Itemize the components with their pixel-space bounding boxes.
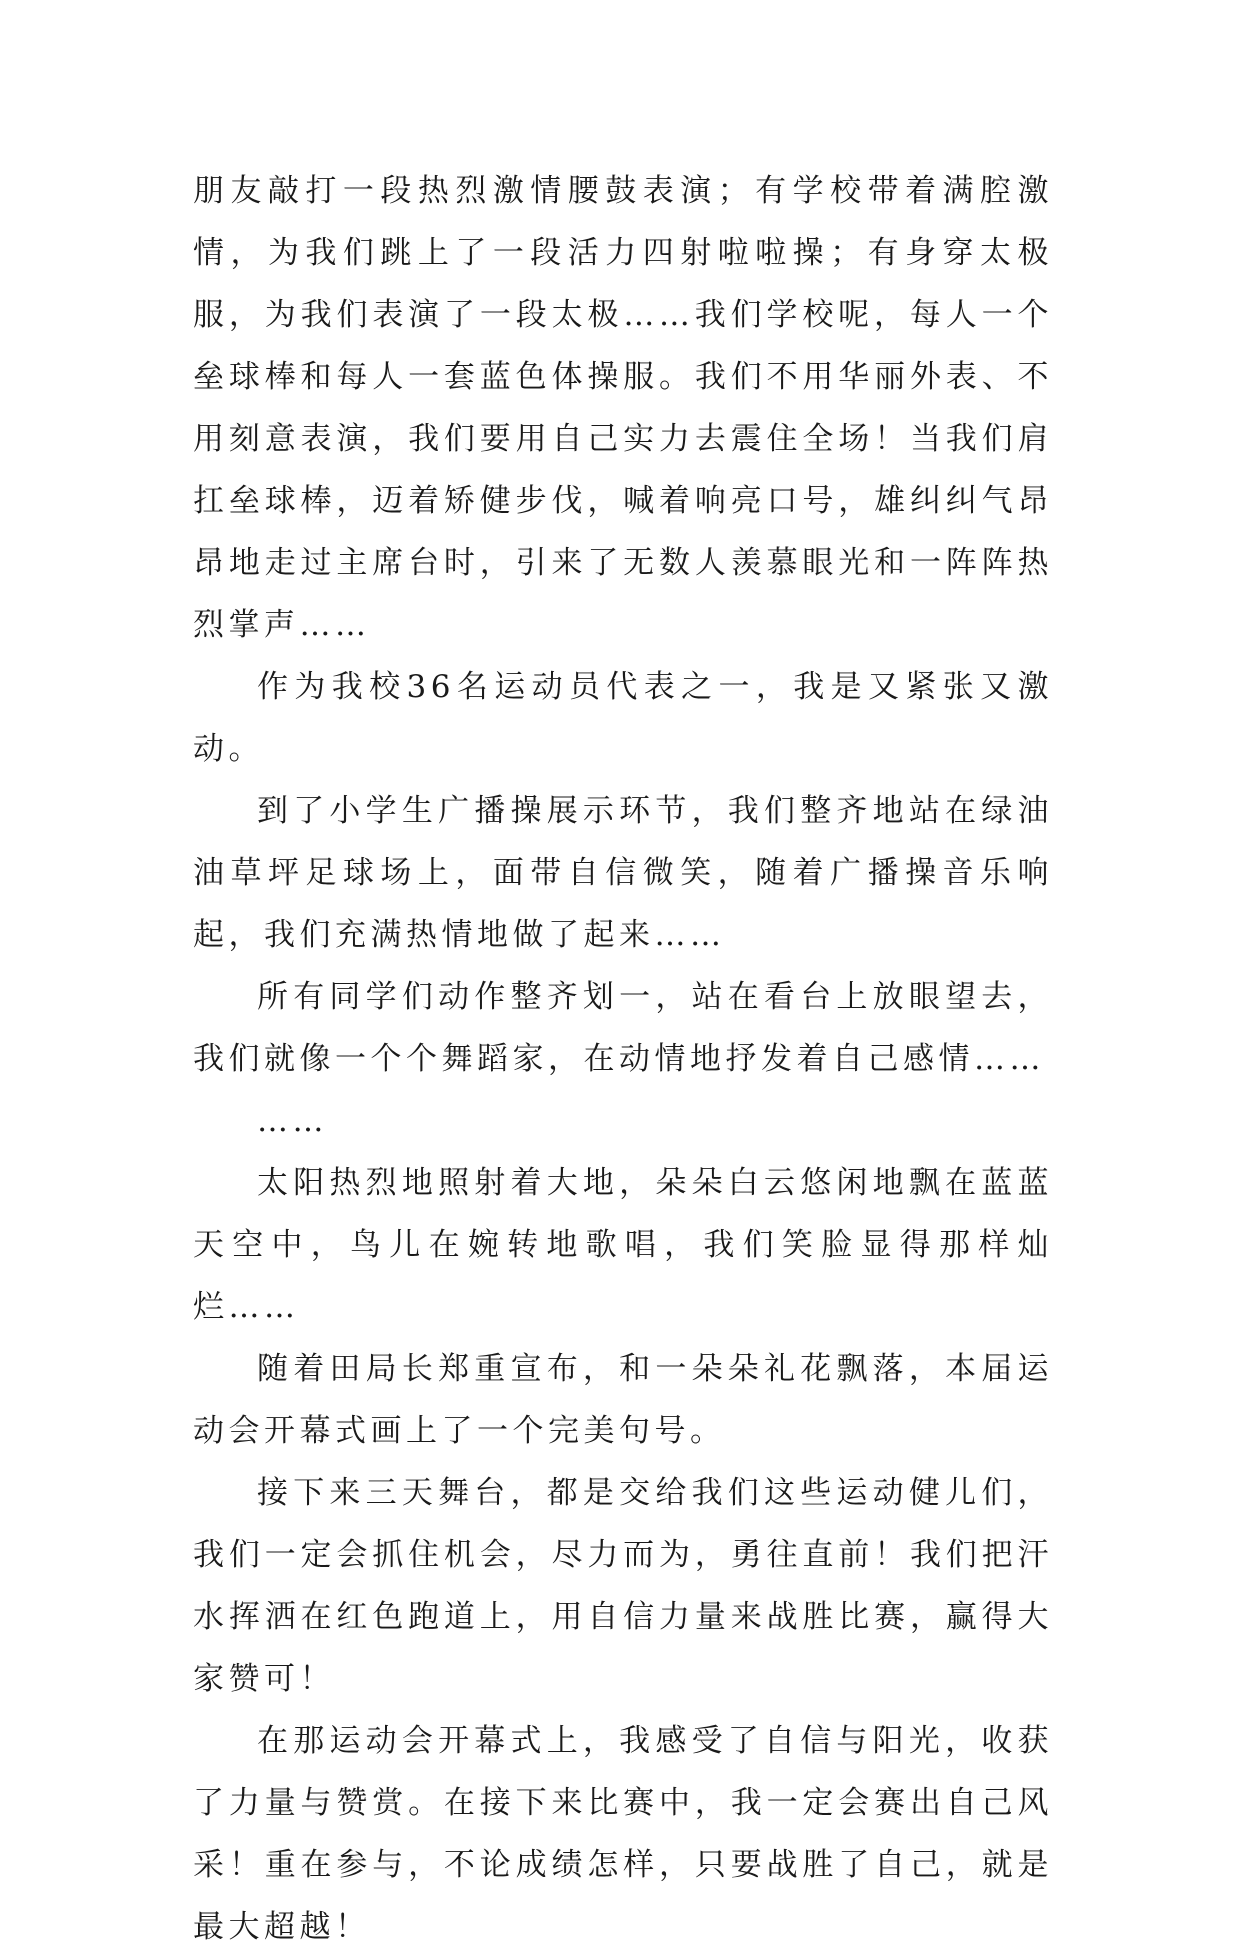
paragraph: 作为我校36名运动员代表之一，我是又紧张又激动。: [193, 669, 1053, 767]
paragraph: 到了小学生广播操展示环节，我们整齐地站在绿油油草坪足球场上，面带自信微笑，随着广播操音乐响起，我们充满热情地做了起来……: [193, 793, 1053, 953]
paragraph: 所有同学们动作整齐划一，站在看台上放眼望去，我们就像一个个舞蹈家，在动情地抒发着自己感情……: [193, 979, 1053, 1077]
paragraph: 随着田局长郑重宣布，和一朵朵礼花飘落，本届运动会开幕式画上了一个完美句号。: [193, 1351, 1053, 1449]
paragraph: 太阳热烈地照射着大地，朵朵白云悠闲地飘在蓝蓝天空中，鸟儿在婉转地歌唱，我们笑脸显得那样灿烂……: [193, 1165, 1053, 1325]
paragraph: ……: [257, 1103, 328, 1139]
document-body: [193, 160, 1053, 1958]
paragraph: 在那运动会开幕式上，我感受了自信与阳光，收获了力量与赞赏。在接下来比赛中，我一定会赛出自己风采！重在参与，不论成绩怎样，只要战胜了自己，就是最大超越！: [193, 1723, 1053, 1945]
paragraph: 朋友敲打一段热烈激情腰鼓表演；有学校带着满腔激情，为我们跳上了一段活力四射啦啦操；有身穿太极服，为我们表演了一段太极……我们学校呢，每人一个垒球棒和每人一套蓝色体操服。我们不用华丽外表、不用刻意表演，我们要用自己实力去震住全场！当我们肩扛垒球棒，迈着矫健步伐，喊着响亮口号，雄纠纠气昂昂地走过主席台时，引来了无数人羡慕眼光和一阵阵热烈掌声……: [193, 173, 1053, 643]
paragraph: 接下来三天舞台，都是交给我们这些运动健儿们，我们一定会抓住机会，尽力而为，勇往直前！我们把汗水挥洒在红色跑道上，用自信力量来战胜比赛，赢得大家赞可！: [193, 1475, 1053, 1697]
